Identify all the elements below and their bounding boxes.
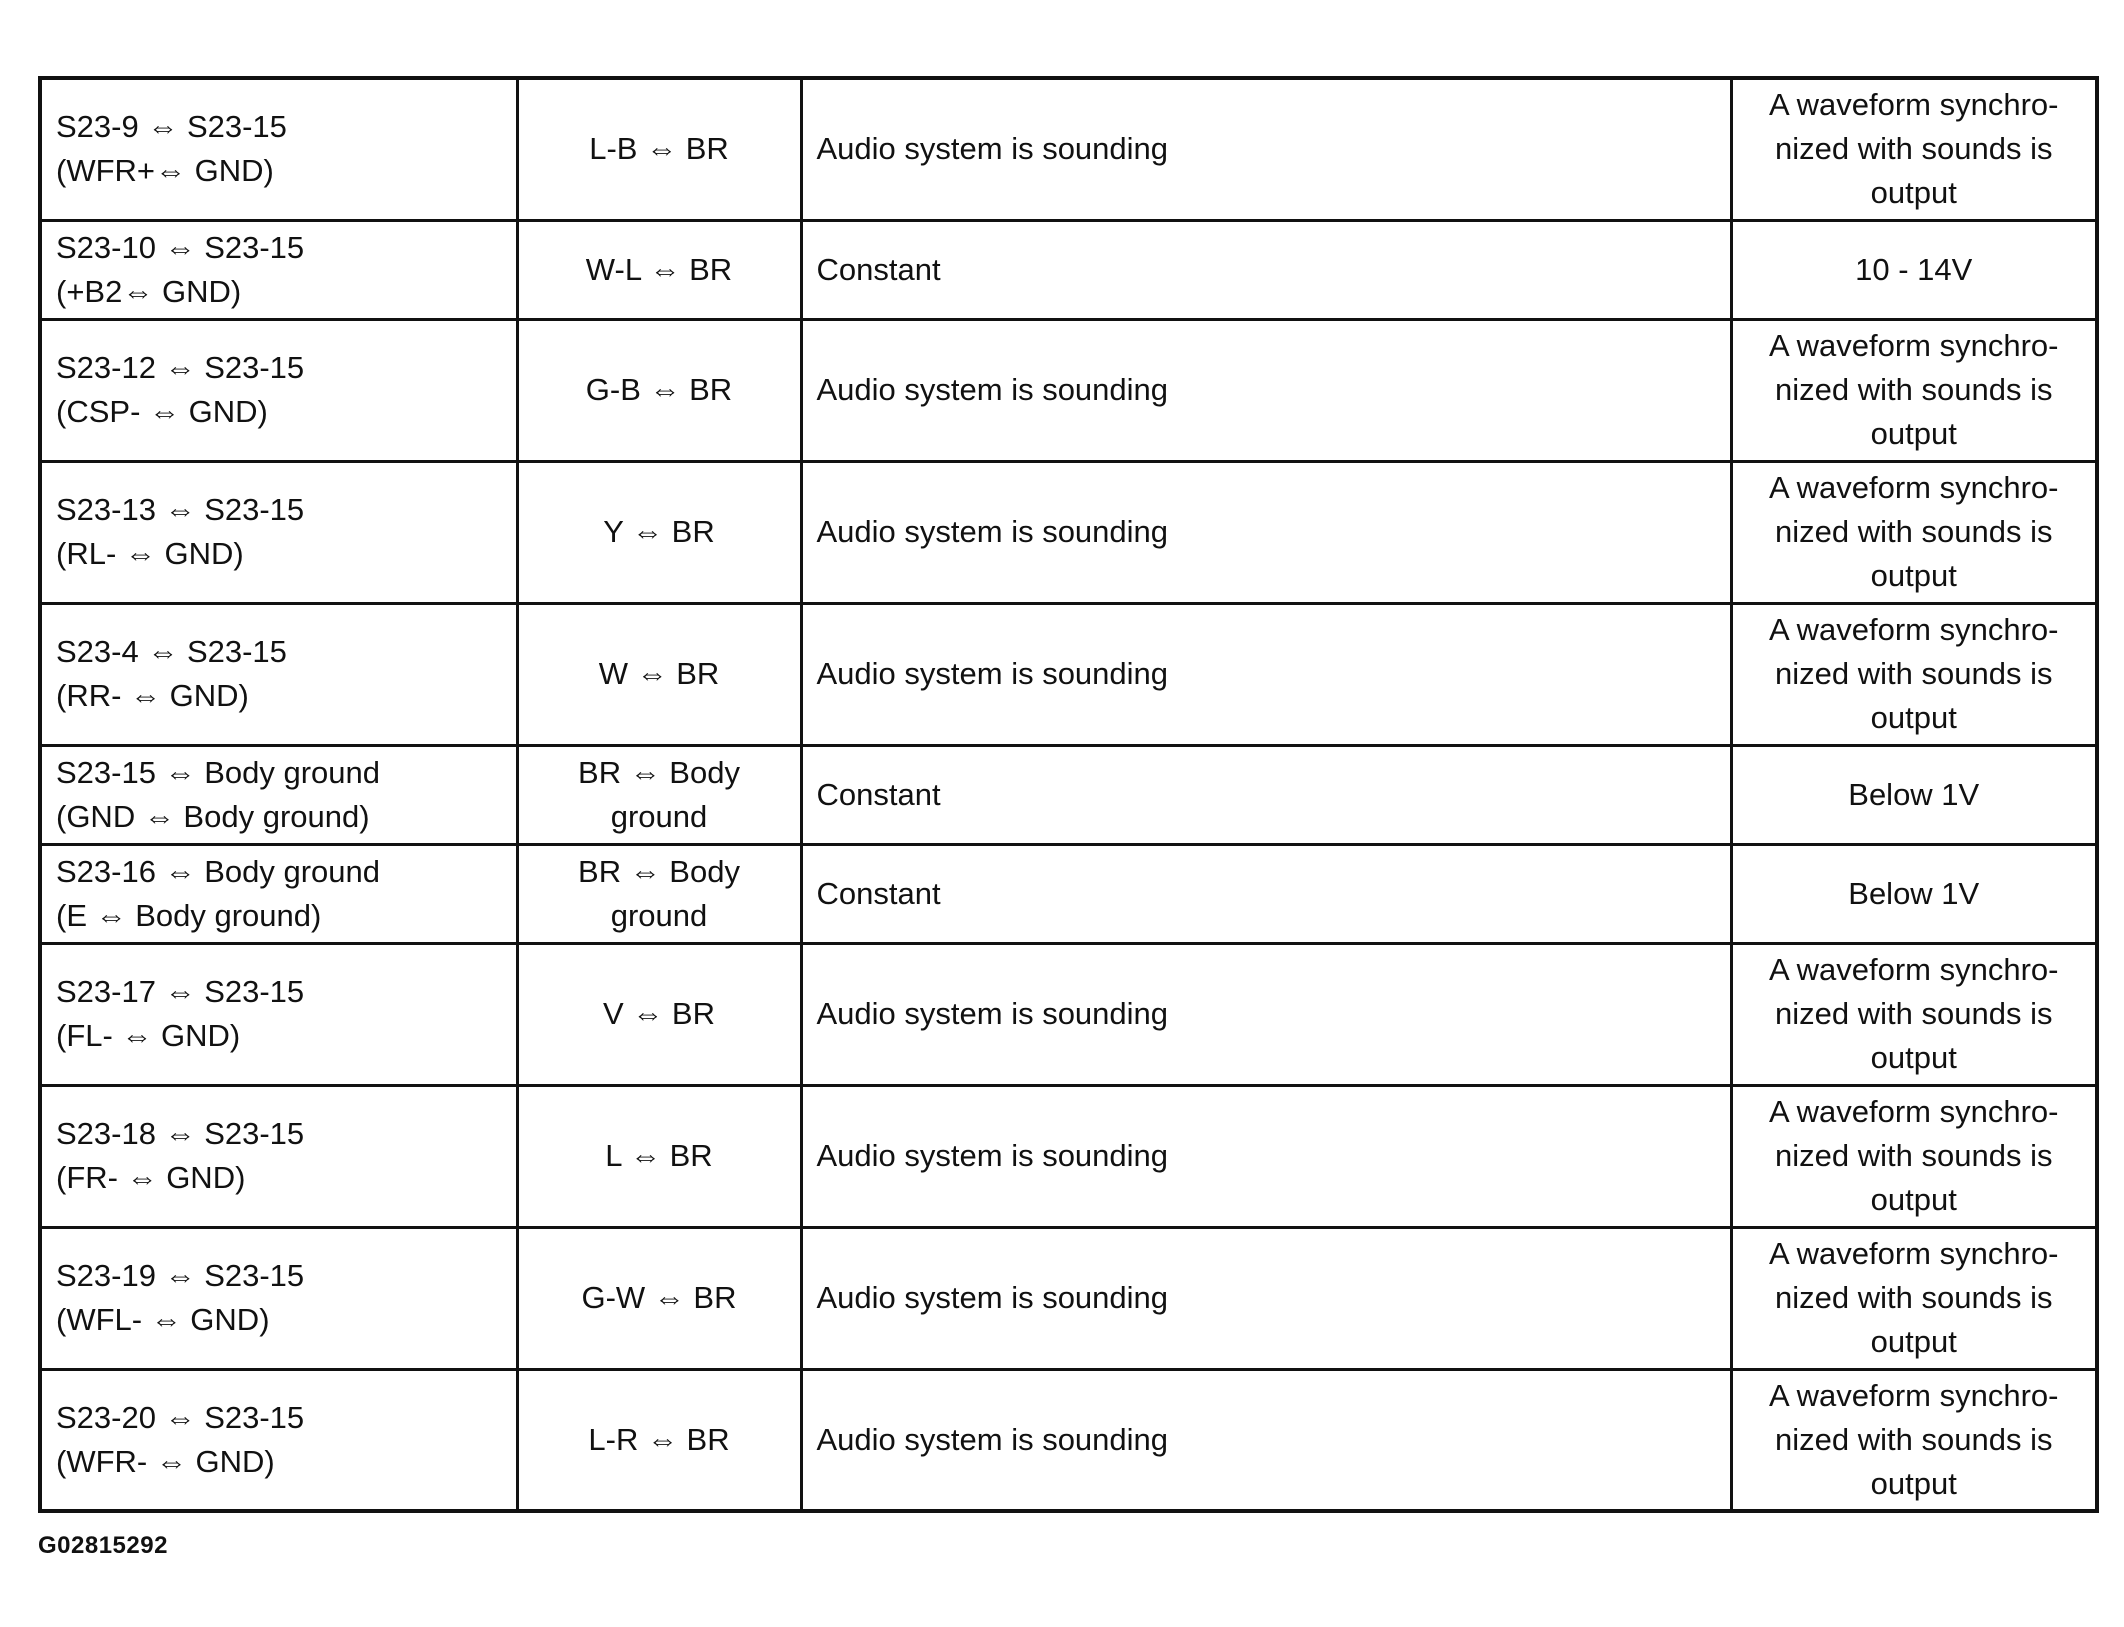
wire-color-cell: W-L ⇔ BR (517, 220, 801, 319)
terminal-cell (40, 461, 517, 603)
table-row (40, 1227, 2097, 1369)
table-row (40, 78, 2097, 220)
terminal-pins: S23-10 ⇔ S23-15 (56, 229, 305, 265)
terminal-pins: S23-12 ⇔ S23-15 (56, 350, 305, 385)
terminal-signals: (FL- ⇔ GND) (56, 1018, 241, 1053)
terminal-signals: (WFR- ⇔ GND) (56, 1443, 275, 1479)
terminal-signals: (RL- ⇔ GND) (56, 536, 244, 571)
table-row (40, 319, 2097, 461)
terminal-signals: (FR- ⇔ GND) (56, 1160, 246, 1195)
condition-cell: Constant (801, 745, 1731, 844)
table-row (40, 220, 2097, 319)
terminal-pins: S23-9 ⇔ S23-15 (56, 109, 287, 145)
wire-color-cell: L ⇔ BR (517, 1085, 801, 1227)
table-row (40, 461, 2097, 603)
table-row (40, 1085, 2097, 1227)
terminal-pins: S23-20 ⇔ S23-15 (56, 1399, 305, 1435)
wire-color-cell: L-B ⇔ BR (517, 78, 801, 220)
specified-condition-cell: A waveform synchro-nized with sounds is output (1731, 603, 2097, 745)
wire-color-cell: BR ⇔ Body ground (517, 844, 801, 943)
specified-condition-cell: A waveform synchro-nized with sounds is output (1731, 461, 2097, 603)
specified-condition-cell: A waveform synchro-nized with sounds is output (1731, 943, 2097, 1085)
condition-cell: Constant (801, 220, 1731, 319)
terminal-cell (40, 220, 517, 319)
wire-color-cell: V ⇔ BR (517, 943, 801, 1085)
terminal-signals: (WFL- ⇔ GND) (56, 1302, 270, 1337)
terminal-cell (40, 745, 517, 844)
terminal-signals: (+B2⇔ GND) (56, 273, 242, 309)
table-row (40, 844, 2097, 943)
condition-cell: Audio system is sounding (801, 319, 1731, 461)
condition-cell: Audio system is sounding (801, 78, 1731, 220)
specified-condition-cell: Below 1V (1731, 745, 2097, 844)
terminal-pins: S23-16 ⇔ Body ground (56, 853, 380, 889)
condition-cell: Audio system is sounding (801, 1369, 1731, 1511)
terminal-spec-table (38, 76, 2099, 1513)
specified-condition-cell: A waveform synchro-nized with sounds is output (1731, 1227, 2097, 1369)
terminal-pins: S23-19 ⇔ S23-15 (56, 1258, 305, 1293)
terminal-pins: S23-18 ⇔ S23-15 (56, 1116, 305, 1151)
specified-condition-cell: A waveform synchro-nized with sounds is output (1731, 319, 2097, 461)
table-row (40, 745, 2097, 844)
condition-cell: Audio system is sounding (801, 461, 1731, 603)
terminal-pins: S23-13 ⇔ S23-15 (56, 492, 305, 527)
terminal-signals: (GND ⇔ Body ground) (56, 798, 370, 834)
condition-cell: Audio system is sounding (801, 943, 1731, 1085)
terminal-cell (40, 319, 517, 461)
wire-color-cell: BR ⇔ Body ground (517, 745, 801, 844)
wire-color-cell: Y ⇔ BR (517, 461, 801, 603)
terminal-signals: (CSP- ⇔ GND) (56, 394, 268, 429)
wire-color-cell: L-R ⇔ BR (517, 1369, 801, 1511)
terminal-cell (40, 1085, 517, 1227)
terminal-signals: (E ⇔ Body ground) (56, 897, 322, 933)
terminal-cell (40, 78, 517, 220)
terminal-pins: S23-17 ⇔ S23-15 (56, 974, 305, 1009)
specified-condition-cell: Below 1V (1731, 844, 2097, 943)
wire-color-cell: G-W ⇔ BR (517, 1227, 801, 1369)
condition-cell: Constant (801, 844, 1731, 943)
figure-id-label: G02815292 (38, 1532, 168, 1559)
specified-condition-cell: A waveform synchro-nized with sounds is output (1731, 78, 2097, 220)
wire-color-cell: W ⇔ BR (517, 603, 801, 745)
terminal-cell (40, 1227, 517, 1369)
table-row (40, 943, 2097, 1085)
terminal-signals: (WFR+⇔ GND) (56, 153, 274, 189)
specified-condition-cell: A waveform synchro-nized with sounds is output (1731, 1369, 2097, 1511)
condition-cell: Audio system is sounding (801, 603, 1731, 745)
terminal-signals: (RR- ⇔ GND) (56, 678, 249, 713)
specified-condition-cell: A waveform synchro-nized with sounds is output (1731, 1085, 2097, 1227)
terminal-pins: S23-4 ⇔ S23-15 (56, 634, 287, 669)
specified-condition-cell: 10 - 14V (1731, 220, 2097, 319)
terminal-pins: S23-15 ⇔ Body ground (56, 754, 380, 790)
table-row (40, 603, 2097, 745)
terminal-cell (40, 844, 517, 943)
terminal-cell (40, 943, 517, 1085)
condition-cell: Audio system is sounding (801, 1085, 1731, 1227)
terminal-cell (40, 603, 517, 745)
wire-color-cell: G-B ⇔ BR (517, 319, 801, 461)
condition-cell: Audio system is sounding (801, 1227, 1731, 1369)
table-row (40, 1369, 2097, 1511)
terminal-cell (40, 1369, 517, 1511)
